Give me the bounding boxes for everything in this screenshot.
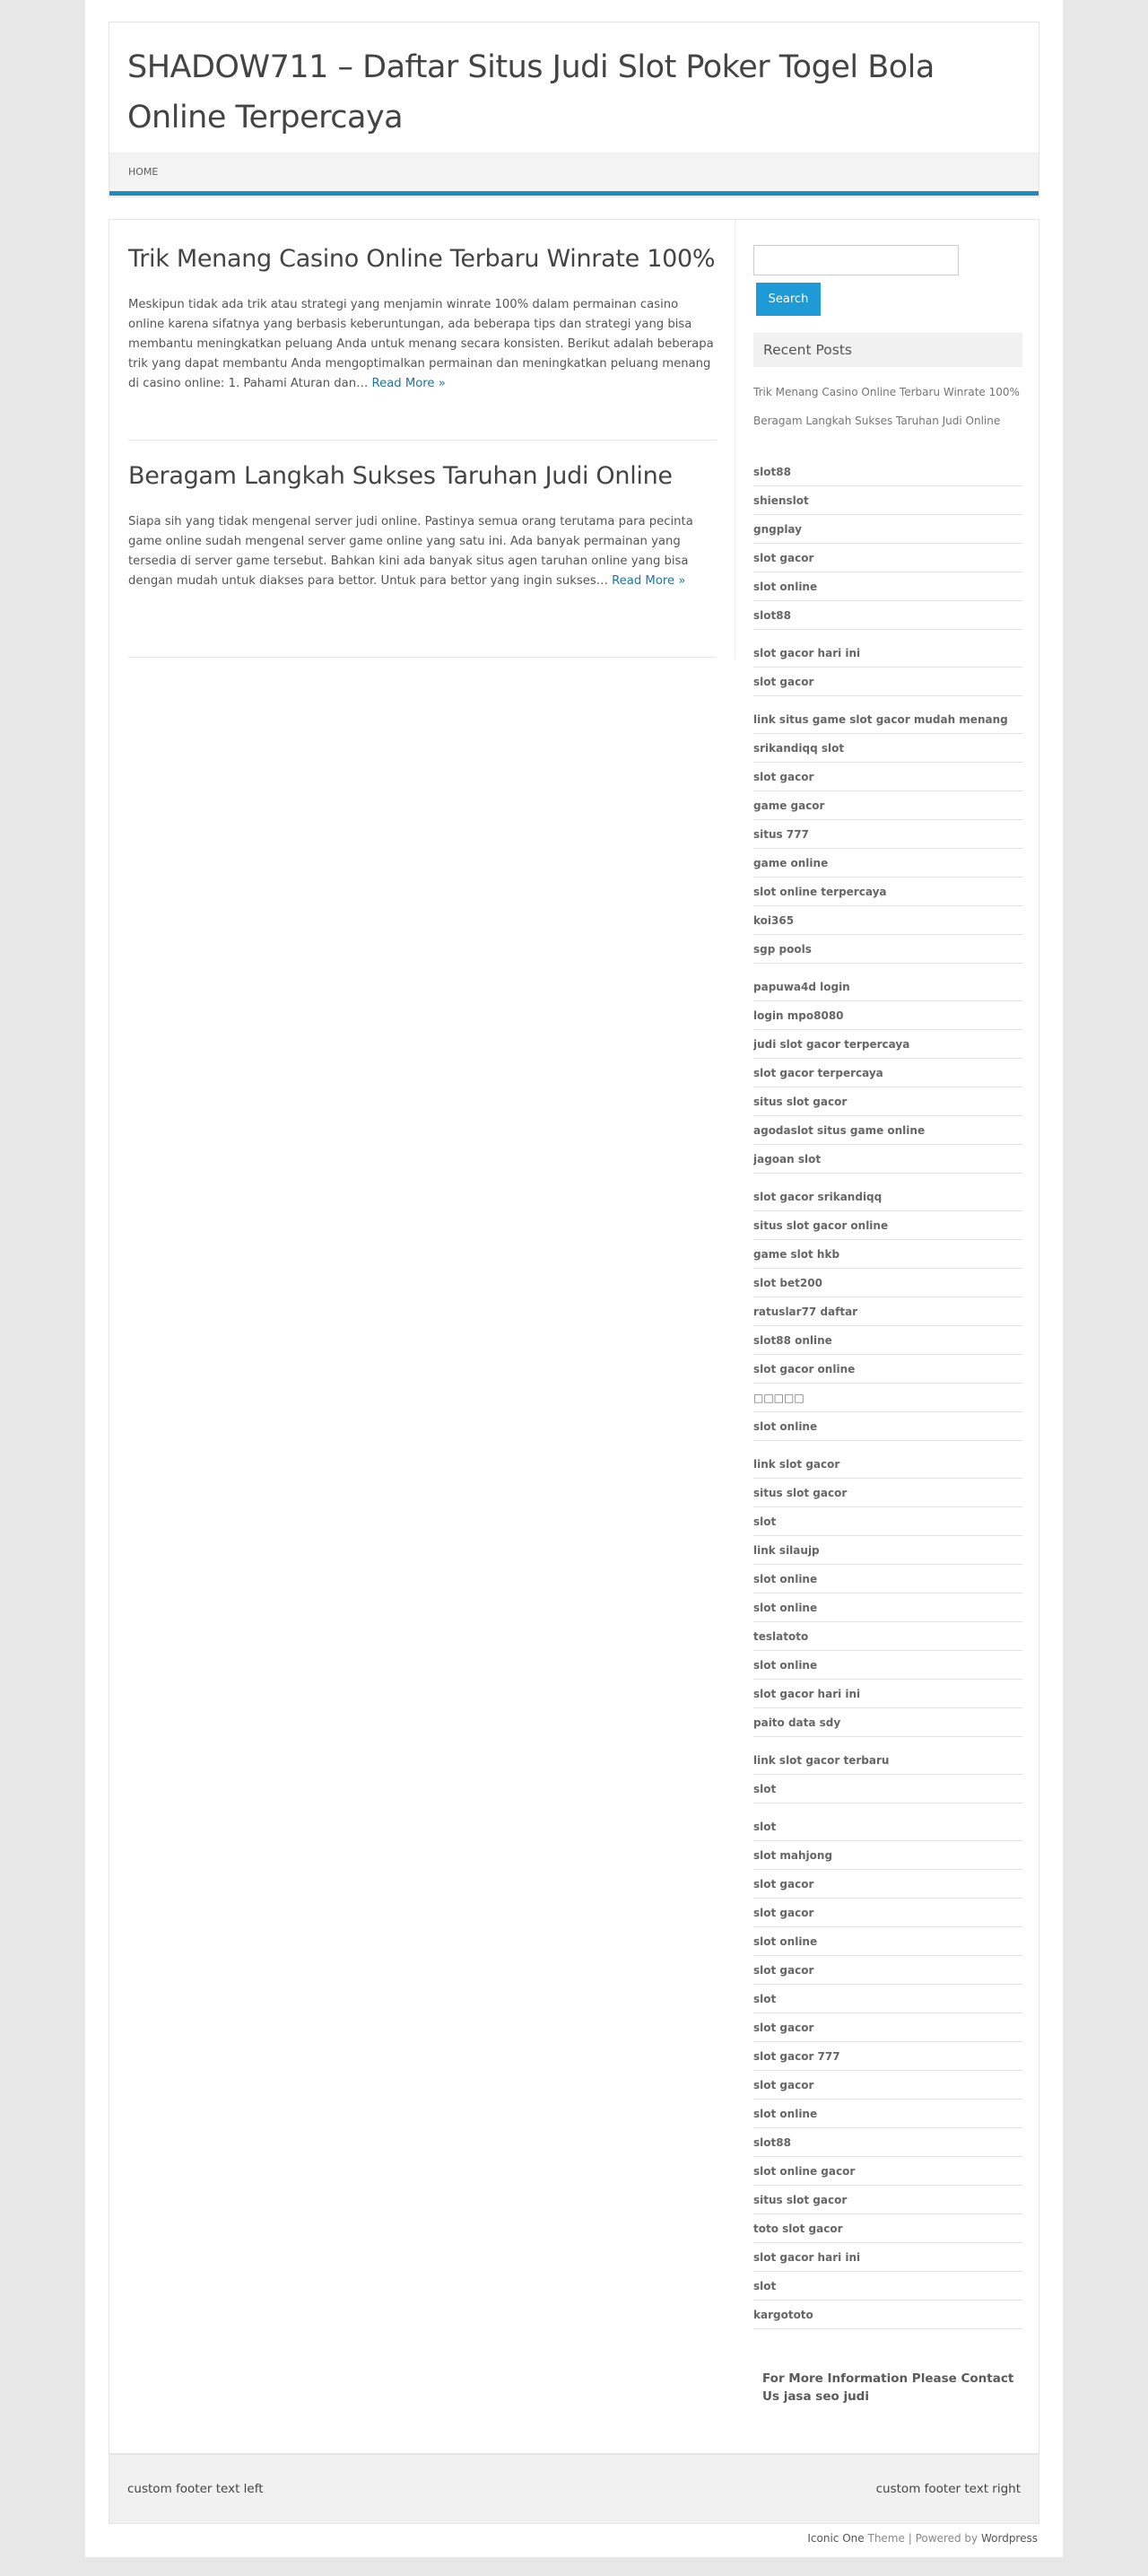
sponsored-link-list: [753, 458, 1022, 2329]
sidebar-link-item[interactable]: slot online: [753, 1412, 1022, 1441]
sidebar-link-item[interactable]: game gacor: [753, 791, 1022, 820]
credits-separator: |: [908, 2532, 912, 2545]
recent-post-link[interactable]: Trik Menang Casino Online Terbaru Winrate 100%: [753, 386, 1020, 398]
sidebar-link-item[interactable]: slot online: [753, 1565, 1022, 1594]
main-navigation: [109, 153, 1039, 196]
sidebar-link-item[interactable]: ratuslar77 daftar: [753, 1297, 1022, 1326]
sidebar-link-item[interactable]: slot gacor: [753, 2071, 1022, 2100]
site-title[interactable]: SHADOW711 – Daftar Situs Judi Slot Poker Togel Bola Online Terpercaya: [127, 49, 935, 135]
sidebar-link-item[interactable]: sgp pools: [753, 935, 1022, 964]
sidebar-link-item[interactable]: situs slot gacor: [753, 2186, 1022, 2214]
sidebar-link-item[interactable]: slot gacor online: [753, 1355, 1022, 1384]
sidebar-link-item[interactable]: slot online: [753, 572, 1022, 601]
sidebar-link-item[interactable]: game slot hkb: [753, 1240, 1022, 1269]
sidebar-link-item[interactable]: situs slot gacor: [753, 1087, 1022, 1116]
footer-text-right: custom footer text right: [875, 2482, 1021, 2496]
sidebar-link-item[interactable]: judi slot gacor terpercaya: [753, 1030, 1022, 1059]
sidebar-link-item[interactable]: slot88: [753, 2128, 1022, 2157]
content-area: [109, 219, 1039, 2454]
sidebar-link-item[interactable]: papuwa4d login: [753, 973, 1022, 1001]
sidebar-link-item[interactable]: slot: [753, 2272, 1022, 2301]
sidebar-link-item[interactable]: paito data sdy: [753, 1708, 1022, 1737]
excerpt-text: Meskipun tidak ada trik atau strategi yang menjamin winrate 100% dalam permainan casino online karena sifatnya yang berbasis keberuntungan, ada beberapa tips dan strategi yang bisa membantu meningkatkan peluang Anda untuk menang secara konsisten. Berikut adalah beberapa trik yang dapat membantu Anda mengoptimalkan permainan dan meningkatkan peluang menang di casino online: 1. Pahami Aturan dan…: [128, 298, 714, 390]
sidebar-link-item[interactable]: slot88: [753, 601, 1022, 630]
sidebar-link-item[interactable]: slot: [753, 1812, 1022, 1841]
sidebar-link-item[interactable]: slot gacor: [753, 544, 1022, 572]
sidebar-link-item[interactable]: slot: [753, 1985, 1022, 2013]
sidebar-link-item[interactable]: situs slot gacor online: [753, 1211, 1022, 1240]
sidebar-link-item[interactable]: slot online: [753, 1651, 1022, 1680]
sidebar-link-item[interactable]: □□□□□: [753, 1384, 1022, 1412]
wordpress-link[interactable]: Wordpress: [980, 2532, 1038, 2545]
sidebar-link-item[interactable]: toto slot gacor: [753, 2214, 1022, 2243]
sidebar-link-item[interactable]: link slot gacor: [753, 1450, 1022, 1479]
powered-by-text: Powered by: [915, 2532, 978, 2545]
theme-link[interactable]: Iconic One: [807, 2532, 865, 2545]
sidebar-link-item[interactable]: slot gacor: [753, 1956, 1022, 1985]
sidebar-link-item[interactable]: slot gacor srikandiqq: [753, 1183, 1022, 1211]
sidebar-link-item[interactable]: teslatoto: [753, 1622, 1022, 1651]
sidebar-link-item[interactable]: slot: [753, 1507, 1022, 1536]
sidebar-link-item[interactable]: koi365: [753, 906, 1022, 935]
sidebar-link-item[interactable]: jagoan slot: [753, 1145, 1022, 1174]
sidebar-link-item[interactable]: slot online: [753, 1927, 1022, 1956]
read-more-link[interactable]: Read More »: [612, 574, 686, 588]
site-footer: [109, 2454, 1039, 2524]
sidebar-link-item[interactable]: situs 777: [753, 820, 1022, 849]
sidebar-link-item[interactable]: slot gacor: [753, 668, 1022, 696]
search-input[interactable]: [753, 245, 959, 275]
page: [85, 0, 1063, 2557]
sidebar-link-item[interactable]: slot online: [753, 2100, 1022, 2128]
sidebar-link-item[interactable]: srikandiqq slot: [753, 734, 1022, 763]
recent-post-link[interactable]: Beragam Langkah Sukses Taruhan Judi Online: [753, 415, 1001, 427]
sidebar-link-item[interactable]: shienslot: [753, 486, 1022, 515]
sidebar-link-item[interactable]: slot: [753, 1775, 1022, 1803]
sidebar-link-item[interactable]: slot gacor hari ini: [753, 639, 1022, 668]
recent-posts-heading: Recent Posts: [753, 333, 1022, 367]
article-excerpt: [128, 512, 717, 591]
sidebar-link-item[interactable]: slot online gacor: [753, 2157, 1022, 2186]
sidebar-link-item[interactable]: situs slot gacor: [753, 1479, 1022, 1507]
sidebar-link-item[interactable]: gngplay: [753, 515, 1022, 544]
sidebar-link-item[interactable]: slot gacor hari ini: [753, 2243, 1022, 2272]
sidebar-link-item[interactable]: slot gacor: [753, 1870, 1022, 1899]
read-more-link[interactable]: Read More »: [371, 377, 446, 390]
theme-word: Theme: [867, 2532, 905, 2545]
article-post-1: [128, 243, 717, 441]
article-title[interactable]: Beragam Langkah Sukses Taruhan Judi Online: [128, 462, 673, 490]
theme-credits: [807, 2532, 1038, 2545]
article-title[interactable]: Trik Menang Casino Online Terbaru Winrate 100%: [128, 245, 716, 273]
sidebar-link-item[interactable]: kargototo: [753, 2301, 1022, 2329]
sidebar-link-item[interactable]: slot gacor: [753, 1899, 1022, 1927]
sidebar-link-item[interactable]: link silaujp: [753, 1536, 1022, 1565]
sidebar-link-item[interactable]: slot gacor 777: [753, 2042, 1022, 2071]
sidebar-link-item[interactable]: slot gacor hari ini: [753, 1680, 1022, 1708]
nav-item-home[interactable]: HOME: [128, 166, 159, 178]
footer-text-left: custom footer text left: [127, 2482, 264, 2496]
sidebar-link-item[interactable]: slot88: [753, 458, 1022, 486]
sidebar-link-item[interactable]: game online: [753, 849, 1022, 878]
sidebar-link-item[interactable]: agodaslot situs game online: [753, 1116, 1022, 1145]
article-post-2: [128, 460, 717, 658]
search-button[interactable]: Search: [756, 283, 821, 316]
sidebar-link-item[interactable]: link situs game slot gacor mudah menang: [753, 705, 1022, 734]
sidebar-link-item[interactable]: slot88 online: [753, 1326, 1022, 1355]
site-header: [109, 22, 1039, 197]
sidebar-link-item[interactable]: slot gacor terpercaya: [753, 1059, 1022, 1087]
sidebar-link-item[interactable]: link slot gacor terbaru: [753, 1746, 1022, 1775]
sidebar-link-item[interactable]: slot bet200: [753, 1269, 1022, 1297]
sidebar-link-item[interactable]: slot mahjong: [753, 1841, 1022, 1870]
excerpt-text: Siapa sih yang tidak mengenal server judi online. Pastinya semua orang terutama para pecinta game online sudah mengenal server game online yang satu ini. Ada banyak permainan yang tersedia di server game tersebut. Bahkan kini ada banyak situs agen taruhan online yang bisa dengan mudah untuk diakses para bettor. Untuk para bettor yang ingin sukses…: [128, 515, 693, 588]
sidebar-link-item[interactable]: slot online: [753, 1594, 1022, 1622]
sidebar-link-item[interactable]: login mpo8080: [753, 1001, 1022, 1030]
sidebar-link-item[interactable]: slot online terpercaya: [753, 878, 1022, 906]
sidebar-link-item[interactable]: slot gacor: [753, 763, 1022, 791]
article-excerpt: [128, 295, 717, 394]
sidebar-link-item[interactable]: slot gacor: [753, 2013, 1022, 2042]
more-info-text[interactable]: For More Information Please Contact Us jasa seo judi: [762, 2371, 1014, 2404]
